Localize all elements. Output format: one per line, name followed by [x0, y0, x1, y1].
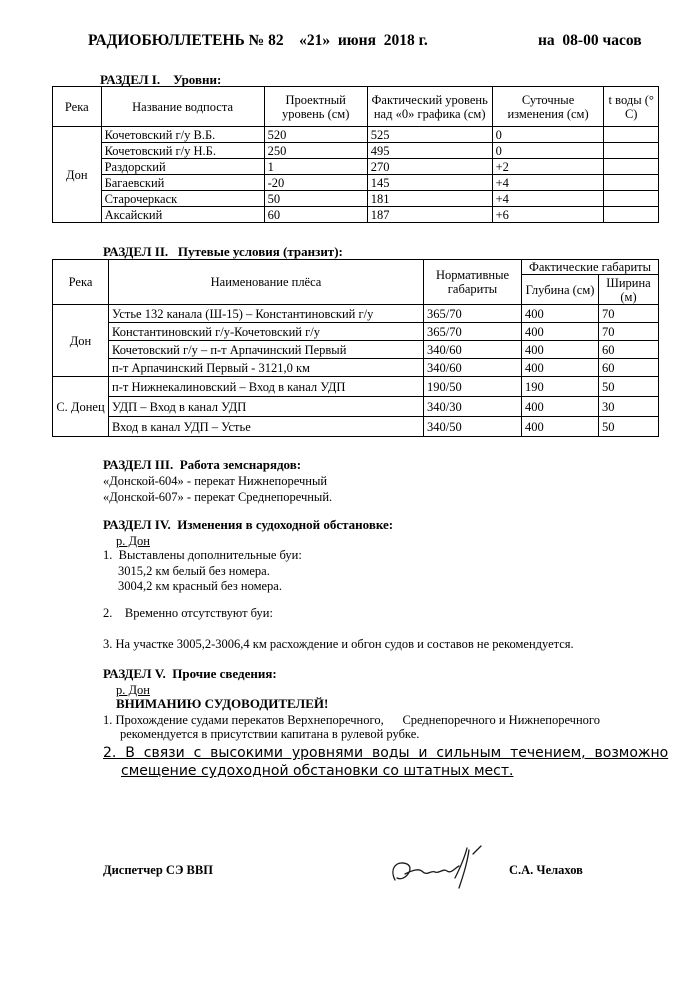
actual-level: 525 — [367, 127, 492, 143]
actual-depth: 400 — [522, 417, 599, 437]
table-row — [53, 191, 659, 207]
design-level: 60 — [264, 207, 367, 223]
levels-header-design: Проектный уровень (см) — [264, 87, 367, 127]
section4-item1-b: 3004,2 км красный без номера. — [118, 579, 282, 593]
station-name: Раздорский — [101, 159, 264, 175]
section4-item1: 1. Выставлены дополнительные буи: — [103, 548, 302, 562]
daily-change: +2 — [492, 159, 604, 175]
transit-table — [52, 259, 659, 437]
actual-level: 145 — [367, 175, 492, 191]
table-row — [53, 207, 659, 223]
station-name: Кочетовский г/у Н.Б. — [101, 143, 264, 159]
section3-title: РАЗДЕЛ III. Работа земснарядов: — [103, 457, 302, 472]
actual-width: 70 — [599, 323, 659, 341]
water-temp — [604, 127, 659, 143]
reach-name: Константиновский г/у-Кочетовский г/у — [109, 323, 424, 341]
transit-header-river: Река — [53, 260, 109, 305]
station-name: Аксайский — [101, 207, 264, 223]
station-name: Старочеркаск — [101, 191, 264, 207]
table-row — [53, 159, 659, 175]
bulletin-title: РАДИОБЮЛЛЕТЕНЬ № 82 «21» июня 2018 г. — [88, 32, 428, 49]
section4-item3: 3. На участке 3005,2-3006,4 км расхождение и обгон судов и составов не рекомендуется. — [103, 637, 574, 651]
actual-level: 495 — [367, 143, 492, 159]
section1-title: РАЗДЕЛ I. Уровни: — [100, 72, 222, 87]
actual-width: 60 — [599, 359, 659, 377]
actual-depth: 400 — [522, 323, 599, 341]
levels-table — [52, 86, 659, 223]
daily-change: +4 — [492, 175, 604, 191]
design-level: 50 — [264, 191, 367, 207]
dredger-line-1: «Донской-604» - перекат Нижнепоречный — [103, 474, 328, 488]
signature-image — [385, 838, 485, 898]
actual-depth: 400 — [522, 397, 599, 417]
levels-river-cell: Дон — [53, 127, 102, 223]
signature-icon — [385, 838, 485, 898]
section2-title: РАЗДЕЛ II. Путевые условия (транзит): — [103, 244, 343, 259]
actual-width: 30 — [599, 397, 659, 417]
actual-level: 270 — [367, 159, 492, 175]
table-row — [53, 305, 659, 323]
table-row — [53, 143, 659, 159]
reach-name: Устье 132 канала (Ш-15) – Константиновский г/у — [109, 305, 424, 323]
actual-depth: 190 — [522, 377, 599, 397]
reach-name: Вход в канал УДП – Устье — [109, 417, 424, 437]
design-level: 520 — [264, 127, 367, 143]
transit-header-row — [53, 260, 659, 275]
water-temp — [604, 143, 659, 159]
levels-header-row — [53, 87, 659, 127]
section4-item2: 2. Временно отсутствуют буи: — [103, 606, 273, 620]
levels-header-river: Река — [53, 87, 102, 127]
normative-size: 340/50 — [424, 417, 522, 437]
section5-item2-b: смещение судоходной обстановки со штатных мест. — [121, 763, 514, 779]
section5-item1-a: 1. Прохождение судами перекатов Верхнепоречного, Среднепоречного и Нижнепоречного — [103, 713, 600, 727]
station-name: Кочетовский г/у В.Б. — [101, 127, 264, 143]
levels-header-station: Название водпоста — [101, 87, 264, 127]
levels-header-change: Суточные изменения (см) — [492, 87, 604, 127]
actual-depth: 400 — [522, 341, 599, 359]
table-row — [53, 175, 659, 191]
actual-width: 70 — [599, 305, 659, 323]
table-row — [53, 323, 659, 341]
actual-depth: 400 — [522, 305, 599, 323]
transit-header-width: Ширина (м) — [599, 275, 659, 305]
table-row — [53, 359, 659, 377]
normative-size: 365/70 — [424, 305, 522, 323]
actual-level: 187 — [367, 207, 492, 223]
daily-change: +4 — [492, 191, 604, 207]
transit-river-cell: Дон — [53, 305, 109, 377]
section5-item1-b: рекомендуется в присутствии капитана в рулевой рубке. — [120, 727, 420, 741]
transit-header-normative: Нормативные габариты — [424, 260, 522, 305]
actual-level: 181 — [367, 191, 492, 207]
design-level: -20 — [264, 175, 367, 191]
water-temp — [604, 191, 659, 207]
normative-size: 190/50 — [424, 377, 522, 397]
normative-size: 340/60 — [424, 341, 522, 359]
reach-name: УДП – Вход в канал УДП — [109, 397, 424, 417]
water-temp — [604, 207, 659, 223]
levels-header-actual: Фактический уровень над «0» графика (см) — [367, 87, 492, 127]
water-temp — [604, 159, 659, 175]
dispatcher-position: Диспетчер СЭ ВВП — [103, 863, 213, 877]
section5-item2-a: 2. В связи с высокими уровнями воды и сильным течением, возможно — [103, 745, 669, 761]
station-name: Багаевский — [101, 175, 264, 191]
design-level: 1 — [264, 159, 367, 175]
normative-size: 340/60 — [424, 359, 522, 377]
actual-depth: 400 — [522, 359, 599, 377]
transit-river-cell: С. Донец — [53, 377, 109, 437]
section4-title: РАЗДЕЛ IV. Изменения в судоходной обстановке: — [103, 517, 394, 532]
table-row — [53, 341, 659, 359]
normative-size: 365/70 — [424, 323, 522, 341]
attention-heading: ВНИМАНИЮ СУДОВОДИТЕЛЕЙ! — [116, 696, 329, 711]
dispatcher-name: С.А. Челахов — [509, 863, 583, 877]
section5-river: р. Дон — [116, 683, 150, 697]
design-level: 250 — [264, 143, 367, 159]
transit-header-name: Наименование плёса — [109, 260, 424, 305]
water-temp — [604, 175, 659, 191]
section5-title: РАЗДЕЛ V. Прочие сведения: — [103, 666, 277, 681]
bulletin-time: на 08-00 часов — [538, 32, 642, 49]
table-row — [53, 127, 659, 143]
table-row — [53, 397, 659, 417]
transit-header-actual: Фактические габариты — [522, 260, 659, 275]
actual-width: 50 — [599, 417, 659, 437]
section4-river: р. Дон — [116, 534, 150, 548]
reach-name: п-т Арпачинский Первый - 3121,0 км — [109, 359, 424, 377]
daily-change: 0 — [492, 127, 604, 143]
daily-change: +6 — [492, 207, 604, 223]
table-row — [53, 417, 659, 437]
reach-name: п-т Нижнекалиновский – Вход в канал УДП — [109, 377, 424, 397]
actual-width: 50 — [599, 377, 659, 397]
dredger-line-2: «Донской-607» - перекат Среднепоречный. — [103, 490, 333, 504]
transit-header-depth: Глубина (см) — [522, 275, 599, 305]
section4-item1-a: 3015,2 км белый без номера. — [118, 564, 270, 578]
normative-size: 340/30 — [424, 397, 522, 417]
daily-change: 0 — [492, 143, 604, 159]
levels-header-temp: t воды (° С) — [604, 87, 659, 127]
table-row — [53, 377, 659, 397]
reach-name: Кочетовский г/у – п-т Арпачинский Первый — [109, 341, 424, 359]
actual-width: 60 — [599, 341, 659, 359]
